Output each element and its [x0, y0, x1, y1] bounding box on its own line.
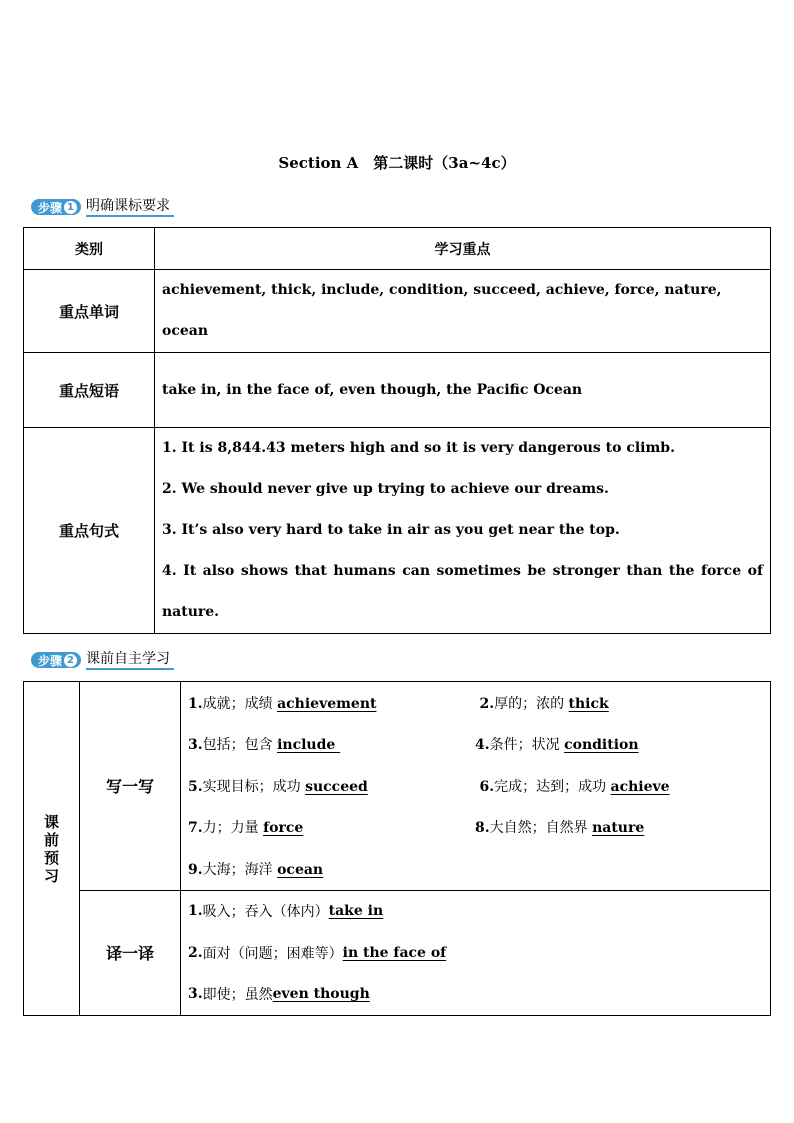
list-item-row — [188, 724, 763, 766]
list-item — [188, 817, 475, 837]
item-question: 条件；状况 — [489, 737, 565, 754]
list-item — [475, 693, 609, 713]
list-item-row — [188, 682, 763, 724]
content-line: take in, in the face of, even though, the Pacific Ocean — [162, 381, 583, 398]
row-category: 重点句式 — [24, 428, 155, 634]
content-line: ocean — [162, 323, 209, 339]
step-1-badge — [31, 199, 81, 215]
row-content — [155, 353, 771, 428]
item-number: 1. — [188, 695, 203, 712]
item-question: 包括；包含 — [202, 737, 278, 754]
list-item — [188, 776, 475, 796]
item-question: 力；力量 — [202, 820, 264, 837]
item-number: 1. — [188, 903, 203, 920]
step-2-number: 2 — [64, 654, 77, 667]
item-answer: take in — [328, 903, 384, 920]
list-item — [188, 974, 763, 1016]
item-number: 9. — [188, 861, 203, 878]
header-focus: 学习重点 — [155, 228, 771, 270]
write-row — [24, 682, 771, 891]
step-2-label: 课前自主学习 — [86, 650, 174, 670]
list-item — [188, 859, 323, 879]
item-answer: even though — [272, 986, 370, 1003]
list-item — [188, 891, 763, 933]
step-2-badge — [31, 652, 81, 668]
item-answer: include — [277, 737, 341, 754]
list-item — [475, 734, 639, 754]
translate-label: 译一译 — [80, 890, 181, 1016]
item-question: 大自然；自然界 — [489, 820, 593, 837]
item-question: 吸入；吞入（体内） — [202, 904, 329, 921]
content-line: achievement, thick, include, condition, succeed, achieve, force, nature, — [162, 282, 722, 298]
item-question: 完成；达到；成功 — [494, 778, 611, 795]
item-answer: in the face of — [342, 944, 447, 961]
list-item — [188, 734, 475, 754]
requirements-table — [23, 227, 771, 634]
row-category: 重点短语 — [24, 353, 155, 428]
side-label-cell — [24, 682, 80, 1016]
row-category: 重点单词 — [24, 270, 155, 353]
step-2-header — [31, 650, 174, 670]
item-answer: condition — [564, 737, 639, 754]
item-number: 3. — [188, 986, 203, 1003]
item-answer: force — [263, 820, 304, 837]
item-question: 厚的；浓的 — [494, 695, 569, 712]
table-row — [24, 428, 771, 634]
item-number: 6. — [479, 778, 495, 795]
item-question: 实现目标；成功 — [202, 778, 306, 795]
header-category: 类别 — [24, 228, 155, 270]
list-item — [188, 932, 763, 974]
item-answer: ocean — [277, 861, 324, 878]
page-title: Section A 第二课时（3a~4c） — [278, 154, 516, 172]
row-content — [155, 270, 771, 353]
step-2-badge-text: 步骤 — [38, 653, 63, 668]
table-header-row — [24, 228, 771, 270]
list-item — [188, 693, 475, 713]
item-number: 8. — [475, 820, 490, 837]
item-question: 成就；成绩 — [202, 695, 278, 712]
list-item-row — [188, 807, 763, 849]
translate-row — [24, 890, 771, 1016]
translate-items — [181, 890, 771, 1016]
content-line: 1. It is 8,844.43 meters high and so it is very dangerous to climb. — [162, 440, 675, 456]
item-number: 2. — [479, 695, 495, 712]
item-answer: nature — [592, 820, 645, 837]
item-question: 面对（问题；困难等） — [202, 945, 343, 962]
row-content — [155, 428, 771, 634]
list-item — [475, 817, 644, 837]
item-answer: achievement — [277, 695, 377, 712]
step-1-number: 1 — [64, 201, 77, 214]
content-line: nature. — [162, 604, 220, 620]
item-answer: achieve — [610, 778, 670, 795]
item-answer: thick — [568, 695, 609, 712]
step-1-label: 明确课标要求 — [86, 197, 174, 217]
item-number: 2. — [188, 944, 203, 961]
side-label: 课前预习 — [43, 812, 59, 885]
content-line: 4. It also shows that humans can sometimes be stronger than the force of — [162, 563, 763, 579]
item-number: 7. — [188, 820, 203, 837]
item-answer: succeed — [305, 778, 368, 795]
item-number: 5. — [188, 778, 203, 795]
write-label: 写一写 — [80, 682, 181, 891]
write-items — [181, 682, 771, 891]
step-1-header — [31, 197, 174, 217]
item-number: 3. — [188, 737, 203, 754]
list-item-row — [188, 765, 763, 807]
table-row — [24, 270, 771, 353]
list-item — [475, 776, 670, 796]
content-line: 3. It’s also very hard to take in air as you get near the top. — [162, 522, 620, 538]
step-1-badge-text: 步骤 — [38, 200, 63, 215]
item-number: 4. — [475, 737, 490, 754]
table-row — [24, 353, 771, 428]
preview-table — [23, 681, 771, 1016]
content-line: 2. We should never give up trying to achieve our dreams. — [162, 481, 609, 497]
list-item-row — [188, 848, 763, 890]
item-question: 即使；虽然 — [202, 987, 273, 1004]
item-question: 大海；海洋 — [202, 861, 278, 878]
